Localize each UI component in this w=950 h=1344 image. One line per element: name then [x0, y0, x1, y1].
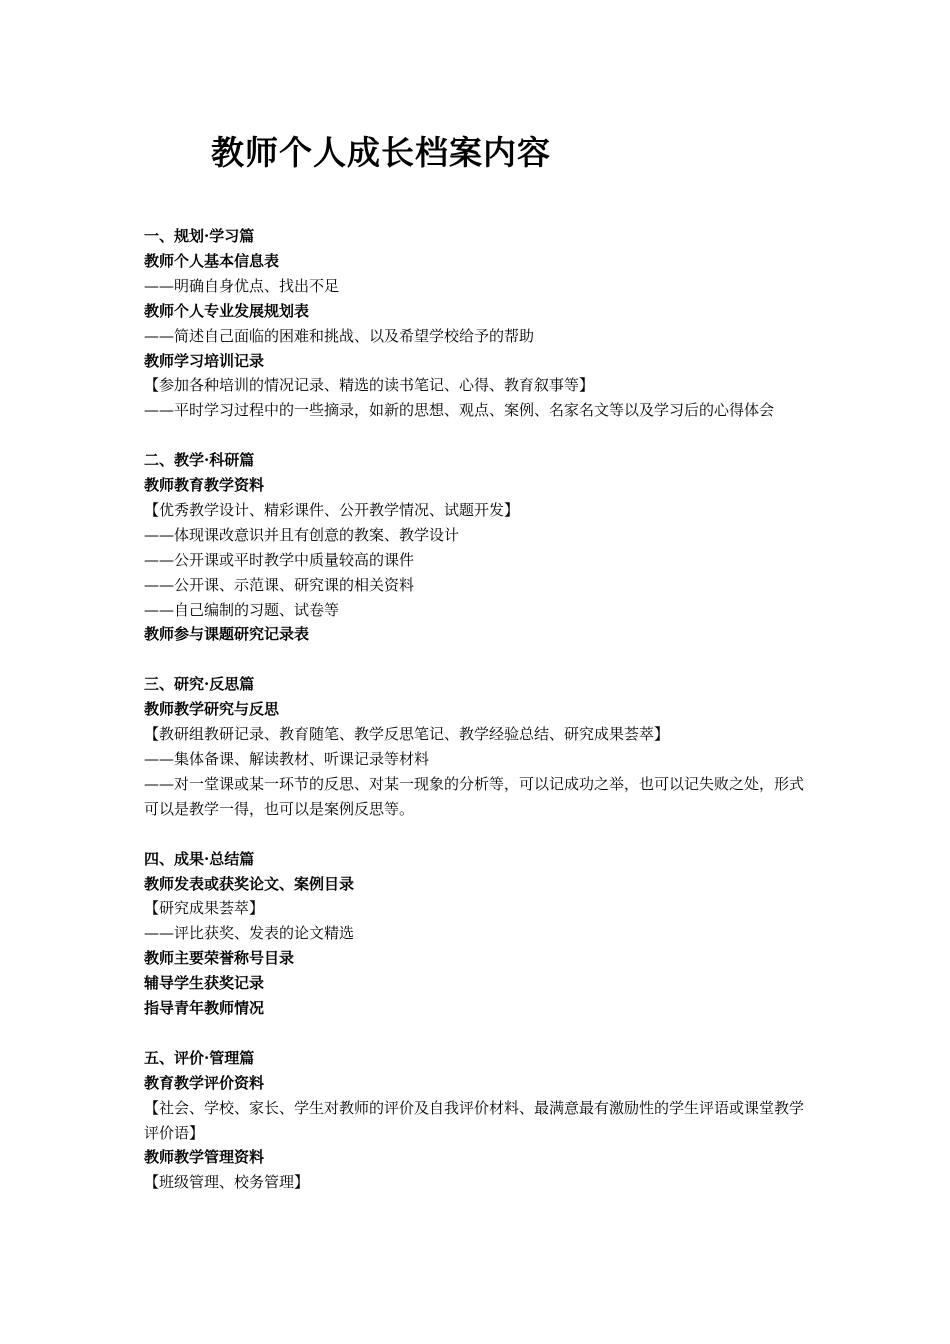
- section-4: [144, 847, 814, 1021]
- item-title: 教育教学评价资料: [144, 1073, 265, 1092]
- item-title: 教师教育教学资料: [144, 476, 265, 495]
- section-1: [144, 224, 814, 423]
- item-title: 辅导学生获奖记录: [144, 974, 265, 993]
- item-description: 【优秀教学设计、精彩课件、公开教学情况、试题开发】: [144, 500, 520, 519]
- section-spacer: [144, 822, 814, 847]
- item-title: 教师参与课题研究记录表: [144, 625, 310, 644]
- item-description: 【参加各种培训的情况记录、精选的读书笔记、心得、教育叙事等】: [144, 376, 595, 395]
- document-body: [144, 224, 814, 1195]
- section-spacer: [144, 1021, 814, 1046]
- item-title: 教师学习培训记录: [144, 351, 265, 370]
- item-description: ——对一堂课或某一环节的反思、对某一现象的分析等，可以记成功之举，也可以记失败之处，形式可以是教学一得，也可以是案例反思等。: [144, 774, 805, 818]
- section-heading: 四、成果·总结篇: [144, 849, 255, 868]
- item-description: ——公开课、示范课、研究课的相关资料: [144, 575, 415, 594]
- item-description: 【研究成果荟萃】: [144, 899, 265, 918]
- section-3: [144, 672, 814, 821]
- item-description: ——集体备课、解读教材、听课记录等材料: [144, 750, 430, 768]
- section-5: [144, 1046, 814, 1195]
- item-title: 教师教学管理资料: [144, 1148, 265, 1167]
- item-description: ——简述自己面临的困难和挑战、以及希望学校给予的帮助: [144, 326, 535, 345]
- section-heading: 二、教学·科研篇: [144, 451, 255, 470]
- item-description: 【教研组教研记录、教育随笔、教学反思笔记、教学经验总结、研究成果荟萃】: [144, 725, 670, 744]
- section-heading: 五、评价·管理篇: [144, 1048, 255, 1067]
- section-heading: 一、规划·学习篇: [144, 227, 255, 245]
- item-description: ——平时学习过程中的一些摘录，如新的思想、观点、案例、名家名文等以及学习后的心得体会: [144, 401, 775, 420]
- item-title: 教师个人专业发展规划表: [144, 301, 310, 320]
- page-title: 教师个人成长档案内容: [211, 133, 551, 172]
- item-title: 教师教学研究与反思: [144, 700, 280, 719]
- item-description: 【班级管理、校务管理】: [144, 1173, 310, 1192]
- item-title: 教师主要荣誉称号目录: [144, 949, 295, 968]
- section-2: [144, 448, 814, 647]
- item-description: ——明确自身优点、找出不足: [144, 276, 340, 295]
- item-description: ——公开课或平时教学中质量较高的课件: [144, 550, 415, 569]
- item-description: ——体现课改意识并且有创意的教案、教学设计: [144, 525, 460, 544]
- section-heading: 三、研究·反思篇: [144, 675, 255, 694]
- section-spacer: [144, 647, 814, 672]
- item-description: 【社会、学校、家长、学生对教师的评价及自我评价材料、最满意最有激励性的学生评语或课堂教学评价语】: [144, 1098, 805, 1142]
- item-title: 教师发表或获奖论文、案例目录: [144, 874, 355, 893]
- section-spacer: [144, 423, 814, 448]
- item-title: 指导青年教师情况: [144, 999, 265, 1018]
- item-title: 教师个人基本信息表: [144, 251, 280, 270]
- item-description: ——评比获奖、发表的论文精选: [144, 924, 355, 943]
- item-description: ——自己编制的习题、试卷等: [144, 600, 340, 619]
